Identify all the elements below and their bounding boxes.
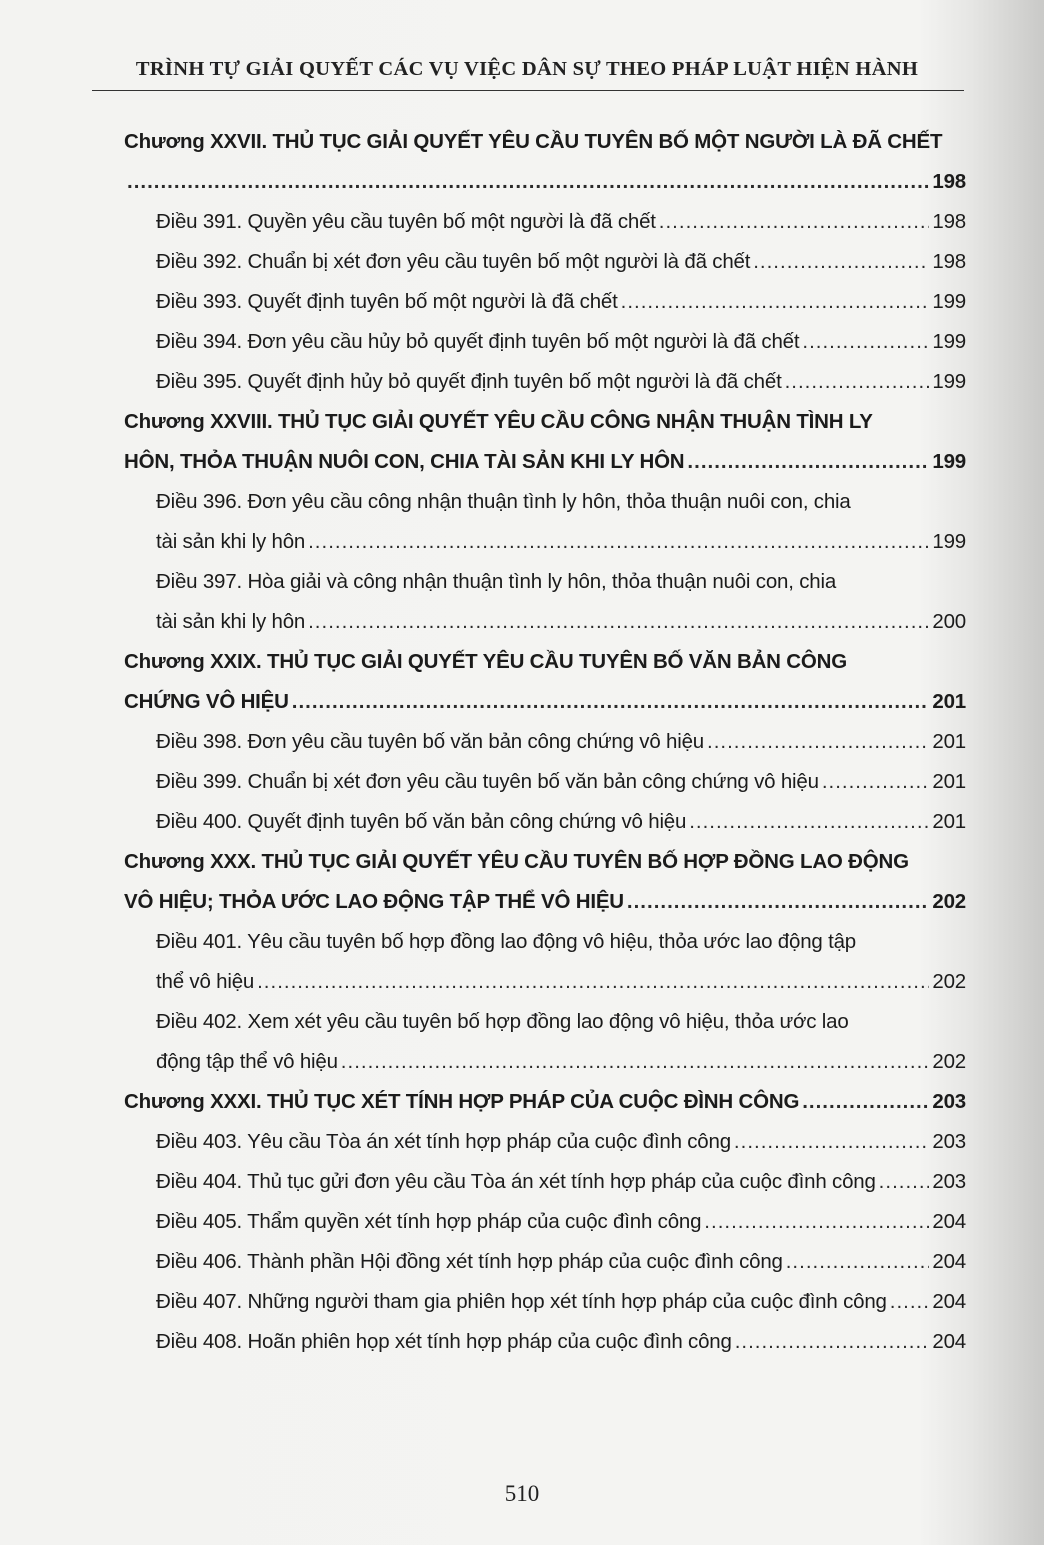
toc-article-entry (124, 1242, 966, 1282)
toc-article-entry (124, 922, 966, 1002)
toc-chapter-entry (124, 402, 966, 482)
toc-article-entry (124, 802, 966, 842)
toc-page-number: 202 (932, 970, 966, 993)
dot-leader (627, 882, 929, 922)
toc-entry-page-line (156, 802, 966, 842)
toc-entry-title: VÔ HIỆU; THỎA ƯỚC LAO ĐỘNG TẬP THỂ VÔ HIỆU (124, 890, 624, 913)
toc-entry-title: Điều 391. Quyền yêu cầu tuyên bố một người là đã chết (156, 210, 656, 233)
dot-leader (308, 602, 929, 642)
toc-entry-title-line: Chương XXIX. THỦ TỤC GIẢI QUYẾT YÊU CẦU TUYÊN BỐ VĂN BẢN CÔNG (124, 650, 847, 673)
toc-page-number: 201 (932, 770, 966, 793)
toc-entry-title: Điều 404. Thủ tục gửi đơn yêu cầu Tòa án xét tính hợp pháp của cuộc đình công (156, 1170, 876, 1193)
dot-leader (341, 1042, 930, 1082)
toc-page-number: 202 (932, 1050, 966, 1073)
toc-article-entry (124, 1202, 966, 1242)
toc-entry-page-line (156, 602, 966, 642)
dot-leader (786, 1242, 930, 1282)
toc-chapter-entry (124, 642, 966, 722)
toc-entry-title-line: Chương XXVII. THỦ TỤC GIẢI QUYẾT YÊU CẦU TUYÊN BỐ MỘT NGƯỜI LÀ ĐÃ CHẾT (124, 130, 943, 153)
dot-leader (735, 1322, 930, 1362)
toc-entry-page-line (156, 1322, 966, 1362)
header-rule (92, 90, 964, 91)
dot-leader (785, 362, 930, 402)
dot-leader (822, 762, 930, 802)
toc-article-entry (124, 1162, 966, 1202)
toc-page-number: 201 (932, 690, 966, 713)
toc-article-entry (124, 282, 966, 322)
toc-article-entry (124, 1282, 966, 1322)
toc-entry-title-line: Chương XXX. THỦ TỤC GIẢI QUYẾT YÊU CẦU TUYÊN BỐ HỢP ĐỒNG LAO ĐỘNG (124, 850, 909, 873)
toc-article-entry (124, 322, 966, 362)
toc-entry-page-line (156, 202, 966, 242)
toc-entry-page-line (156, 242, 966, 282)
toc-entry-page-line (124, 882, 966, 922)
toc-entry-page-line (156, 722, 966, 762)
toc-page-number: 202 (932, 890, 966, 913)
dot-leader (890, 1282, 930, 1322)
toc-entry-title-line: Chương XXVIII. THỦ TỤC GIẢI QUYẾT YÊU CẦU CÔNG NHẬN THUẬN TÌNH LY (124, 410, 873, 433)
dot-leader (308, 522, 929, 562)
dot-leader (689, 802, 929, 842)
toc-entry-title-line: Điều 401. Yêu cầu tuyên bố hợp đồng lao động vô hiệu, thỏa ước lao động tập (156, 930, 856, 953)
toc-entry-page-line (156, 1042, 966, 1082)
toc-entry-title: Điều 406. Thành phần Hội đồng xét tính hợp pháp của cuộc đình công (156, 1250, 783, 1273)
toc-entry-page-line (156, 1282, 966, 1322)
toc-entry-title: Điều 407. Những người tham gia phiên họp xét tính hợp pháp của cuộc đình công (156, 1290, 887, 1313)
toc-article-entry (124, 1002, 966, 1082)
dot-leader (707, 722, 929, 762)
dot-leader (753, 242, 929, 282)
toc-entry-title: tài sản khi ly hôn (156, 610, 306, 633)
dot-leader (704, 1202, 929, 1242)
toc-entry-page-line (156, 762, 966, 802)
dot-leader (734, 1122, 929, 1162)
toc-entry-title-line: Điều 396. Đơn yêu cầu công nhận thuận tình ly hôn, thỏa thuận nuôi con, chia (156, 490, 851, 513)
toc-entry-title: CHỨNG VÔ HIỆU (124, 690, 289, 713)
toc-entry-title: thể vô hiệu (156, 970, 255, 993)
table-of-contents (124, 122, 966, 1362)
toc-entry-page-line (124, 162, 966, 202)
toc-chapter-entry (124, 842, 966, 922)
toc-article-entry (124, 1322, 966, 1362)
toc-page-number: 201 (932, 730, 966, 753)
toc-entry-title: Điều 399. Chuẩn bị xét đơn yêu cầu tuyên bố văn bản công chứng vô hiệu (156, 770, 819, 793)
toc-entry-title: tài sản khi ly hôn (156, 530, 306, 553)
toc-entry-page-line (124, 1082, 966, 1122)
page-number: 510 (504, 1481, 540, 1506)
toc-page-number: 204 (932, 1330, 966, 1353)
toc-entry-page-line (156, 322, 966, 362)
toc-page-number: 204 (932, 1250, 966, 1273)
toc-entry-title: Điều 392. Chuẩn bị xét đơn yêu cầu tuyên bố một người là đã chết (156, 250, 751, 273)
toc-entry-title-line: Điều 397. Hòa giải và công nhận thuận tình ly hôn, thỏa thuận nuôi con, chia (156, 570, 837, 593)
toc-page-number: 204 (932, 1210, 966, 1233)
toc-entry-title-line: Điều 402. Xem xét yêu cầu tuyên bố hợp đồng lao động vô hiệu, thỏa ước lao (156, 1010, 849, 1033)
toc-entry-title: Điều 405. Thẩm quyền xét tính hợp pháp của cuộc đình công (156, 1210, 702, 1233)
toc-chapter-entry (124, 1082, 966, 1122)
toc-entry-title: Điều 398. Đơn yêu cầu tuyên bố văn bản công chứng vô hiệu (156, 730, 705, 753)
toc-page-number: 203 (932, 1170, 966, 1193)
toc-page-number: 199 (932, 450, 966, 473)
toc-page-number: 198 (932, 210, 966, 233)
toc-page-number: 199 (932, 370, 966, 393)
toc-page-number: 203 (932, 1130, 966, 1153)
dot-leader (802, 322, 929, 362)
running-header: TRÌNH TỰ GIẢI QUYẾT CÁC VỤ VIỆC DÂN SỰ THEO PHÁP LUẬT HIỆN HÀNH (135, 58, 919, 80)
dot-leader (879, 1162, 930, 1202)
toc-page-number: 199 (932, 330, 966, 353)
toc-article-entry (124, 362, 966, 402)
toc-page-number: 201 (932, 810, 966, 833)
dot-leader (802, 1082, 929, 1122)
toc-entry-title: Điều 393. Quyết định tuyên bố một người là đã chết (156, 290, 618, 313)
dot-leader (659, 202, 930, 242)
toc-article-entry (124, 242, 966, 282)
toc-entry-page-line (156, 362, 966, 402)
toc-entry-title: Điều 400. Quyết định tuyên bố văn bản công chứng vô hiệu (156, 810, 687, 833)
toc-entry-title: Điều 408. Hoãn phiên họp xét tính hợp pháp của cuộc đình công (156, 1330, 732, 1353)
toc-page-number: 198 (932, 250, 966, 273)
toc-article-entry (124, 722, 966, 762)
toc-page-number: 199 (932, 530, 966, 553)
toc-article-entry (124, 762, 966, 802)
toc-entry-page-line (156, 282, 966, 322)
toc-entry-title: Điều 395. Quyết định hủy bỏ quyết định tuyên bố một người là đã chết (156, 370, 782, 393)
toc-page-number: 198 (932, 170, 966, 193)
toc-page-number: 200 (932, 610, 966, 633)
toc-entry-page-line (156, 1122, 966, 1162)
toc-article-entry (124, 482, 966, 562)
toc-entry-page-line (124, 442, 966, 482)
toc-page-number: 204 (932, 1290, 966, 1313)
toc-entry-title: Chương XXXI. THỦ TỤC XÉT TÍNH HỢP PHÁP CỦA CUỘC ĐÌNH CÔNG (124, 1090, 800, 1113)
toc-article-entry (124, 202, 966, 242)
toc-entry-title: HÔN, THỎA THUẬN NUÔI CON, CHIA TÀI SẢN KHI LY HÔN (124, 450, 685, 473)
toc-entry-page-line (156, 1242, 966, 1282)
dot-leader (687, 442, 929, 482)
dot-leader (127, 162, 929, 202)
toc-article-entry (124, 1122, 966, 1162)
toc-entry-page-line (156, 1162, 966, 1202)
toc-page-number: 199 (932, 290, 966, 313)
dot-leader (621, 282, 930, 322)
toc-entry-title: Điều 394. Đơn yêu cầu hủy bỏ quyết định tuyên bố một người là đã chết (156, 330, 800, 353)
toc-entry-page-line (156, 962, 966, 1002)
toc-entry-title: động tập thể vô hiệu (156, 1050, 338, 1073)
toc-page-number: 203 (932, 1090, 966, 1113)
toc-entry-page-line (156, 1202, 966, 1242)
toc-entry-page-line (124, 682, 966, 722)
toc-chapter-entry (124, 122, 966, 202)
toc-article-entry (124, 562, 966, 642)
toc-entry-title: Điều 403. Yêu cầu Tòa án xét tính hợp pháp của cuộc đình công (156, 1130, 731, 1153)
dot-leader (292, 682, 930, 722)
toc-entry-page-line (156, 522, 966, 562)
dot-leader (257, 962, 929, 1002)
